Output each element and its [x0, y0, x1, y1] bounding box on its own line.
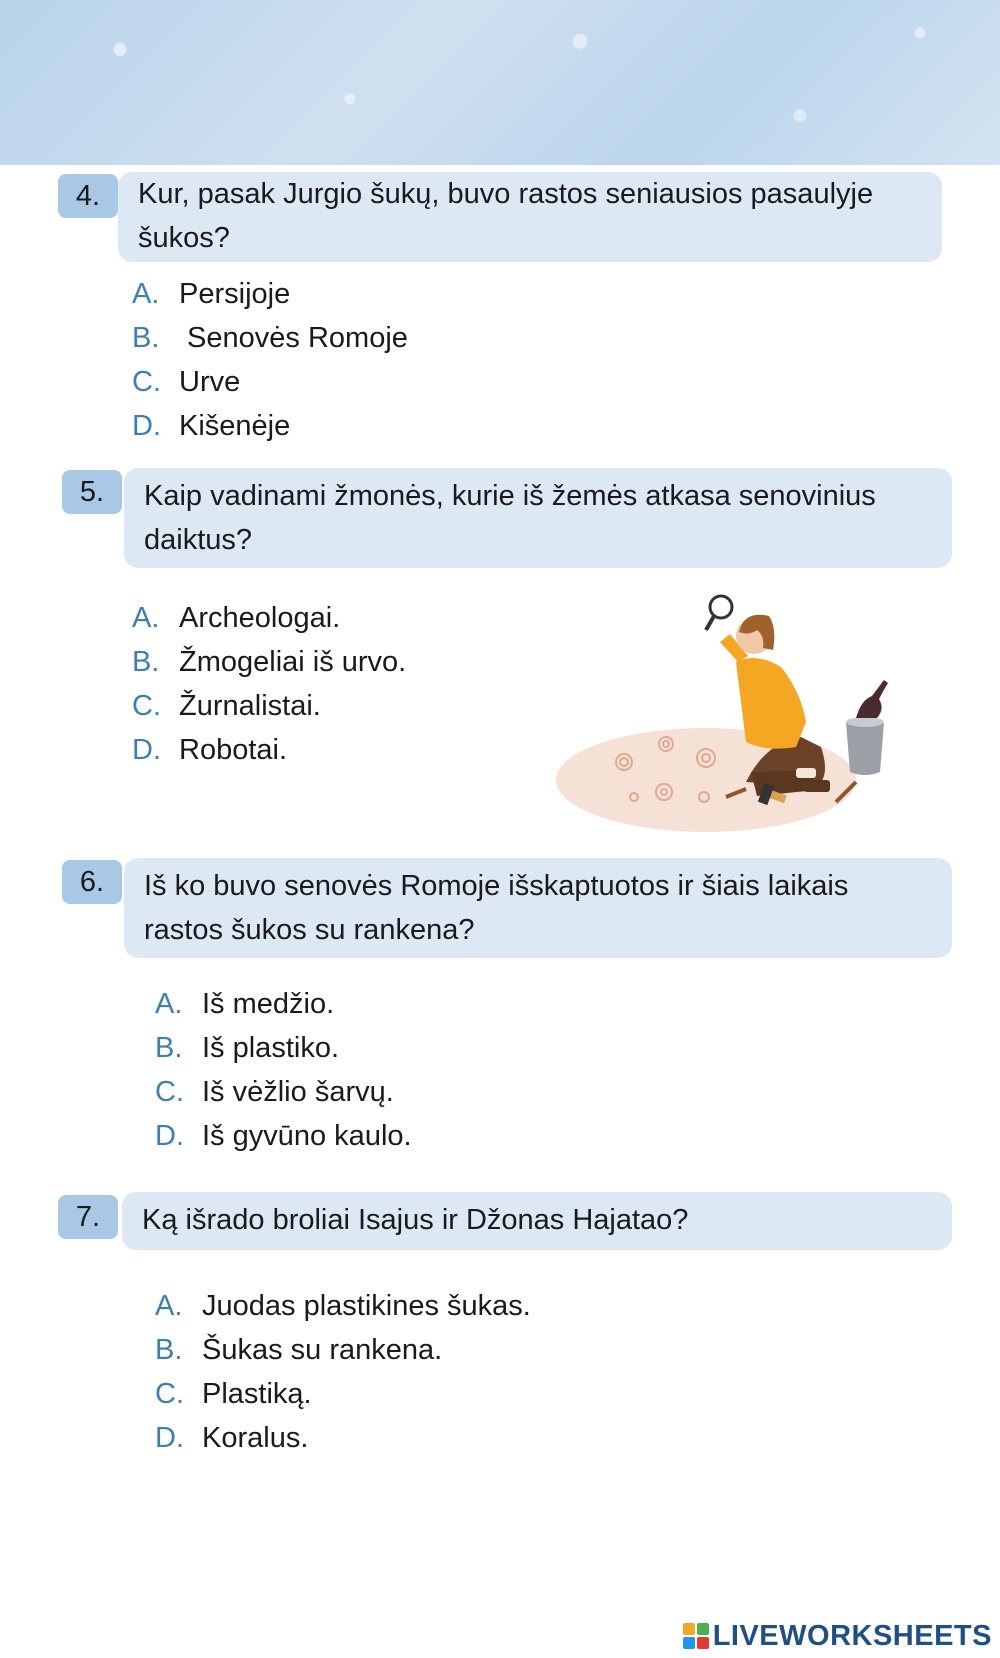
answer-letter: C.	[132, 690, 161, 722]
answer-letter: B.	[132, 322, 160, 354]
question-text: Ką išrado broliai Isajus ir Džonas Hajatao?	[122, 1192, 952, 1250]
answer-letter: C.	[155, 1076, 184, 1108]
archaeologist-illustration	[556, 592, 916, 832]
question-text: Kur, pasak Jurgio šukų, buvo rastos seniausios pasaulyje šukos?	[118, 172, 942, 262]
answer-text: Žmogeliai iš urvo.	[179, 646, 407, 678]
liveworksheets-logo[interactable]	[683, 1618, 992, 1654]
question-text: Kaip vadinami žmonės, kurie iš žemės atkasa senovinius daiktus?	[124, 468, 952, 568]
question-number: 4.	[58, 174, 118, 218]
answer-letter: D.	[155, 1120, 184, 1152]
answer-letter: D.	[132, 410, 161, 442]
answer-text: Plastiką.	[202, 1378, 312, 1410]
answer-list	[132, 272, 408, 448]
answer-letter: B.	[155, 1032, 183, 1064]
bucket-icon	[846, 680, 888, 775]
answer-option[interactable]	[132, 728, 406, 772]
answer-option[interactable]	[155, 1328, 531, 1372]
answer-text: Urve	[179, 366, 241, 398]
answer-text: Iš gyvūno kaulo.	[202, 1120, 412, 1152]
answer-letter: A.	[132, 278, 160, 310]
header-banner	[0, 0, 1000, 165]
question-number: 7.	[58, 1195, 118, 1239]
answer-list	[155, 982, 412, 1158]
magnifying-glass-icon	[706, 596, 732, 630]
answer-option[interactable]	[155, 982, 412, 1026]
answer-option[interactable]	[132, 640, 406, 684]
answer-option[interactable]	[132, 272, 408, 316]
answer-text: Iš vėžlio šarvų.	[202, 1076, 394, 1108]
answer-letter: A.	[155, 1290, 183, 1322]
answer-text: Iš plastiko.	[202, 1032, 339, 1064]
answer-text: Robotai.	[179, 734, 288, 766]
answer-letter: C.	[132, 366, 161, 398]
answer-letter: D.	[132, 734, 161, 766]
answer-letter: A.	[155, 988, 183, 1020]
answer-text: Kišenėje	[179, 410, 291, 442]
answer-option[interactable]	[132, 684, 406, 728]
answer-option[interactable]	[155, 1026, 412, 1070]
answer-list	[132, 596, 406, 772]
logo-text: LIVEWORKSHEETS	[712, 1619, 992, 1652]
answer-option[interactable]	[155, 1114, 412, 1158]
answer-letter: B.	[155, 1334, 183, 1366]
answer-option[interactable]	[132, 316, 408, 360]
question-number: 6.	[62, 860, 122, 904]
answer-option[interactable]	[132, 404, 408, 448]
answer-letter: D.	[155, 1422, 184, 1454]
answer-text: Šukas su rankena.	[202, 1334, 443, 1366]
answer-option[interactable]	[132, 596, 406, 640]
answer-letter: A.	[132, 602, 160, 634]
answer-letter: C.	[155, 1378, 184, 1410]
answer-option[interactable]	[155, 1070, 412, 1114]
answer-text: Juodas plastikines šukas.	[202, 1290, 531, 1322]
question-text: Iš ko buvo senovės Romoje išskaptuotos ir šiais laikais rastos šukos su rankena?	[124, 858, 952, 958]
answer-text: Koralus.	[202, 1422, 309, 1454]
question-number: 5.	[62, 470, 122, 514]
answer-option[interactable]	[155, 1372, 531, 1416]
logo-icon	[683, 1623, 709, 1649]
answer-text: Senovės Romoje	[179, 322, 408, 354]
answer-option[interactable]	[132, 360, 408, 404]
answer-list	[155, 1284, 531, 1460]
answer-text: Iš medžio.	[202, 988, 335, 1020]
answer-text: Persijoje	[179, 278, 291, 310]
answer-option[interactable]	[155, 1284, 531, 1328]
answer-text: Archeologai.	[179, 602, 341, 634]
answer-option[interactable]	[155, 1416, 531, 1460]
answer-letter: B.	[132, 646, 160, 678]
answer-text: Žurnalistai.	[179, 690, 321, 722]
